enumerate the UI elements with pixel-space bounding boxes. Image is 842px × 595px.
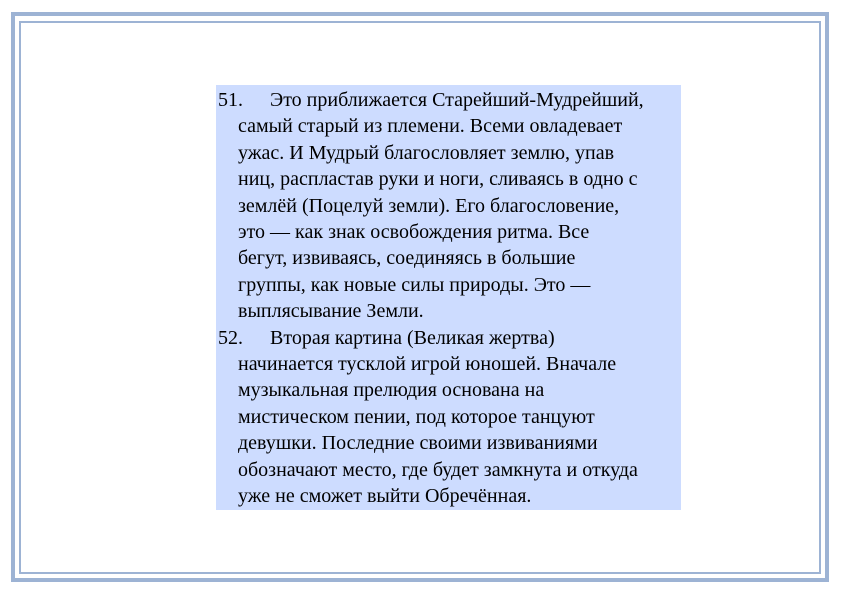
text-line: девушки. Последние своими извиваниями [238,432,598,455]
text-line: обозначают место, где будет замкнута и откуда [238,458,638,481]
text-line: Это приближается Старейший-Мудрейший, [270,89,644,111]
item-number: 52. [218,326,243,349]
text-line: ниц, распластав руки и ноги, сливаясь в одно с [238,168,638,191]
text-line: землёй (Поцелуй земли). Его благословение, [238,194,620,217]
text-line: начинается тусклой игрой юношей. Вначале [238,353,617,376]
text-line: группы, как новые силы природы. Это — [238,273,591,296]
text-line: выплясывание Земли. [238,300,424,323]
text-line: ужас. И Мудрый благословляет землю, упав [238,141,615,164]
list-item-52 [218,325,677,510]
text-line: мистическом пении, под которое танцуют [238,405,595,428]
item-number: 51. [218,89,243,111]
text-line: музыкальная прелюдия основана на [238,379,545,402]
list-item-51 [218,87,677,325]
text-block [216,85,681,510]
text-line: бегут, извиваясь, соединяясь в большие [238,247,576,270]
text-line: Вторая картина (Великая жертва) [270,326,555,349]
text-line: это — как знак освобождения ритма. Все [238,221,590,244]
text-line: уже не сможет выйти Обречённая. [238,485,532,508]
text-line: самый старый из племени. Всеми овладевает [238,115,623,138]
